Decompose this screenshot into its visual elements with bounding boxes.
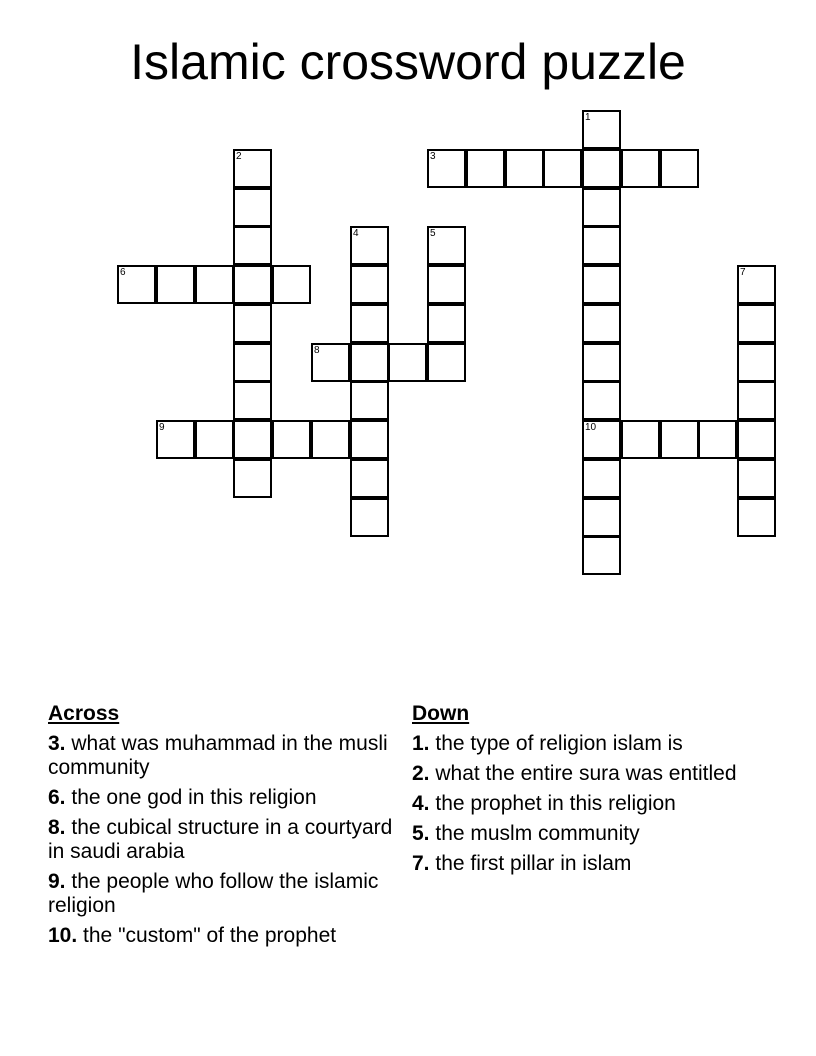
clue-text: the type of religion islam is — [435, 732, 683, 755]
clue-text: the prophet in this religion — [435, 792, 676, 815]
clue-text: the "custom" of the prophet — [83, 924, 337, 947]
grid-cell[interactable] — [388, 343, 427, 382]
grid-cell[interactable] — [350, 343, 389, 382]
clue-number: 9. — [48, 870, 66, 893]
grid-cell[interactable] — [737, 265, 776, 304]
grid-cell[interactable] — [427, 304, 466, 343]
grid-cell[interactable] — [272, 420, 311, 459]
clue-number-label: 3 — [430, 151, 436, 162]
clue-number-label: 6 — [120, 267, 126, 278]
across-heading: Across — [48, 702, 120, 725]
clue-text: the one god in this religion — [71, 786, 317, 809]
clue-down-2 — [412, 762, 752, 786]
clue-number: 1. — [412, 732, 430, 755]
grid-cell[interactable] — [582, 343, 621, 382]
clue-text: the muslm community — [435, 822, 640, 845]
grid-cell[interactable] — [582, 536, 621, 575]
clue-number-label: 5 — [430, 228, 436, 239]
grid-cell[interactable] — [156, 265, 195, 304]
grid-cell[interactable] — [233, 265, 272, 304]
grid-cell[interactable] — [737, 498, 776, 537]
grid-cell[interactable] — [350, 459, 389, 498]
grid-cell[interactable] — [737, 420, 776, 459]
clue-text: what the entire sura was entitled — [435, 762, 737, 785]
clue-text: the first pillar in islam — [435, 852, 632, 875]
grid-cell[interactable] — [233, 188, 272, 227]
clue-text: what was muhammad in the musli community — [48, 732, 388, 779]
grid-cell[interactable] — [350, 498, 389, 537]
clue-number: 8. — [48, 816, 66, 839]
grid-cell[interactable] — [427, 343, 466, 382]
grid-cell[interactable] — [582, 381, 621, 420]
across-clues — [48, 702, 398, 954]
grid-cell[interactable] — [233, 304, 272, 343]
grid-cell[interactable] — [272, 265, 311, 304]
clue-down-7 — [412, 852, 752, 876]
grid-cell[interactable] — [195, 420, 234, 459]
grid-cell[interactable] — [466, 149, 505, 188]
grid-cell[interactable] — [582, 498, 621, 537]
grid-cell[interactable] — [737, 343, 776, 382]
clue-number: 4. — [412, 792, 430, 815]
grid-cell[interactable] — [427, 265, 466, 304]
grid-cell[interactable] — [582, 420, 621, 459]
grid-cell[interactable] — [117, 265, 156, 304]
grid-cell[interactable] — [660, 149, 699, 188]
clue-across-6 — [48, 786, 398, 810]
grid-cell[interactable] — [233, 343, 272, 382]
grid-cell[interactable] — [233, 381, 272, 420]
grid-cell[interactable] — [233, 420, 272, 459]
grid-cell[interactable] — [311, 420, 350, 459]
clue-across-9 — [48, 870, 398, 918]
grid-cell[interactable] — [195, 265, 234, 304]
grid-cell[interactable] — [233, 459, 272, 498]
grid-cell[interactable] — [350, 226, 389, 265]
clue-number-label: 10 — [585, 422, 597, 433]
clue-across-3 — [48, 732, 398, 780]
down-clues — [412, 702, 752, 882]
clue-number-label: 7 — [740, 267, 746, 278]
grid-cell[interactable] — [582, 265, 621, 304]
clue-number-label: 9 — [159, 422, 165, 433]
grid-cell[interactable] — [350, 265, 389, 304]
grid-cell[interactable] — [156, 420, 195, 459]
grid-cell[interactable] — [737, 459, 776, 498]
grid-cell[interactable] — [660, 420, 699, 459]
clue-number-label: 2 — [236, 151, 242, 162]
grid-cell[interactable] — [698, 420, 737, 459]
grid-cell[interactable] — [350, 304, 389, 343]
clue-number: 5. — [412, 822, 430, 845]
grid-cell[interactable] — [350, 381, 389, 420]
grid-cell[interactable] — [582, 110, 621, 149]
clue-number: 6. — [48, 786, 66, 809]
grid-cell[interactable] — [582, 188, 621, 227]
down-heading: Down — [412, 702, 470, 725]
clue-number: 10. — [48, 924, 78, 947]
clue-text: the cubical structure in a courtyard in saudi arabia — [48, 816, 393, 863]
grid-cell[interactable] — [505, 149, 544, 188]
grid-cell[interactable] — [621, 420, 660, 459]
grid-cell[interactable] — [427, 149, 466, 188]
clue-down-1 — [412, 732, 752, 756]
clue-down-4 — [412, 792, 752, 816]
grid-cell[interactable] — [582, 226, 621, 265]
clue-across-8 — [48, 816, 398, 864]
grid-cell[interactable] — [350, 420, 389, 459]
clue-number-label: 8 — [314, 345, 320, 356]
grid-cell[interactable] — [427, 226, 466, 265]
grid-cell[interactable] — [233, 226, 272, 265]
clue-across-10 — [48, 924, 398, 948]
clue-number-label: 1 — [585, 112, 591, 123]
clue-number: 7. — [412, 852, 430, 875]
page-title: Islamic crossword puzzle — [130, 34, 686, 90]
grid-cell[interactable] — [582, 459, 621, 498]
clue-text: the people who follow the islamic religion — [48, 870, 379, 917]
clue-number: 3. — [48, 732, 66, 755]
grid-cell[interactable] — [582, 149, 621, 188]
clue-number-label: 4 — [353, 228, 359, 239]
grid-cell[interactable] — [621, 149, 660, 188]
grid-cell[interactable] — [737, 381, 776, 420]
grid-cell[interactable] — [233, 149, 272, 188]
grid-cell[interactable] — [737, 304, 776, 343]
grid-cell[interactable] — [311, 343, 350, 382]
grid-cell[interactable] — [582, 304, 621, 343]
grid-cell[interactable] — [543, 149, 582, 188]
clue-number: 2. — [412, 762, 430, 785]
clue-down-5 — [412, 822, 752, 846]
